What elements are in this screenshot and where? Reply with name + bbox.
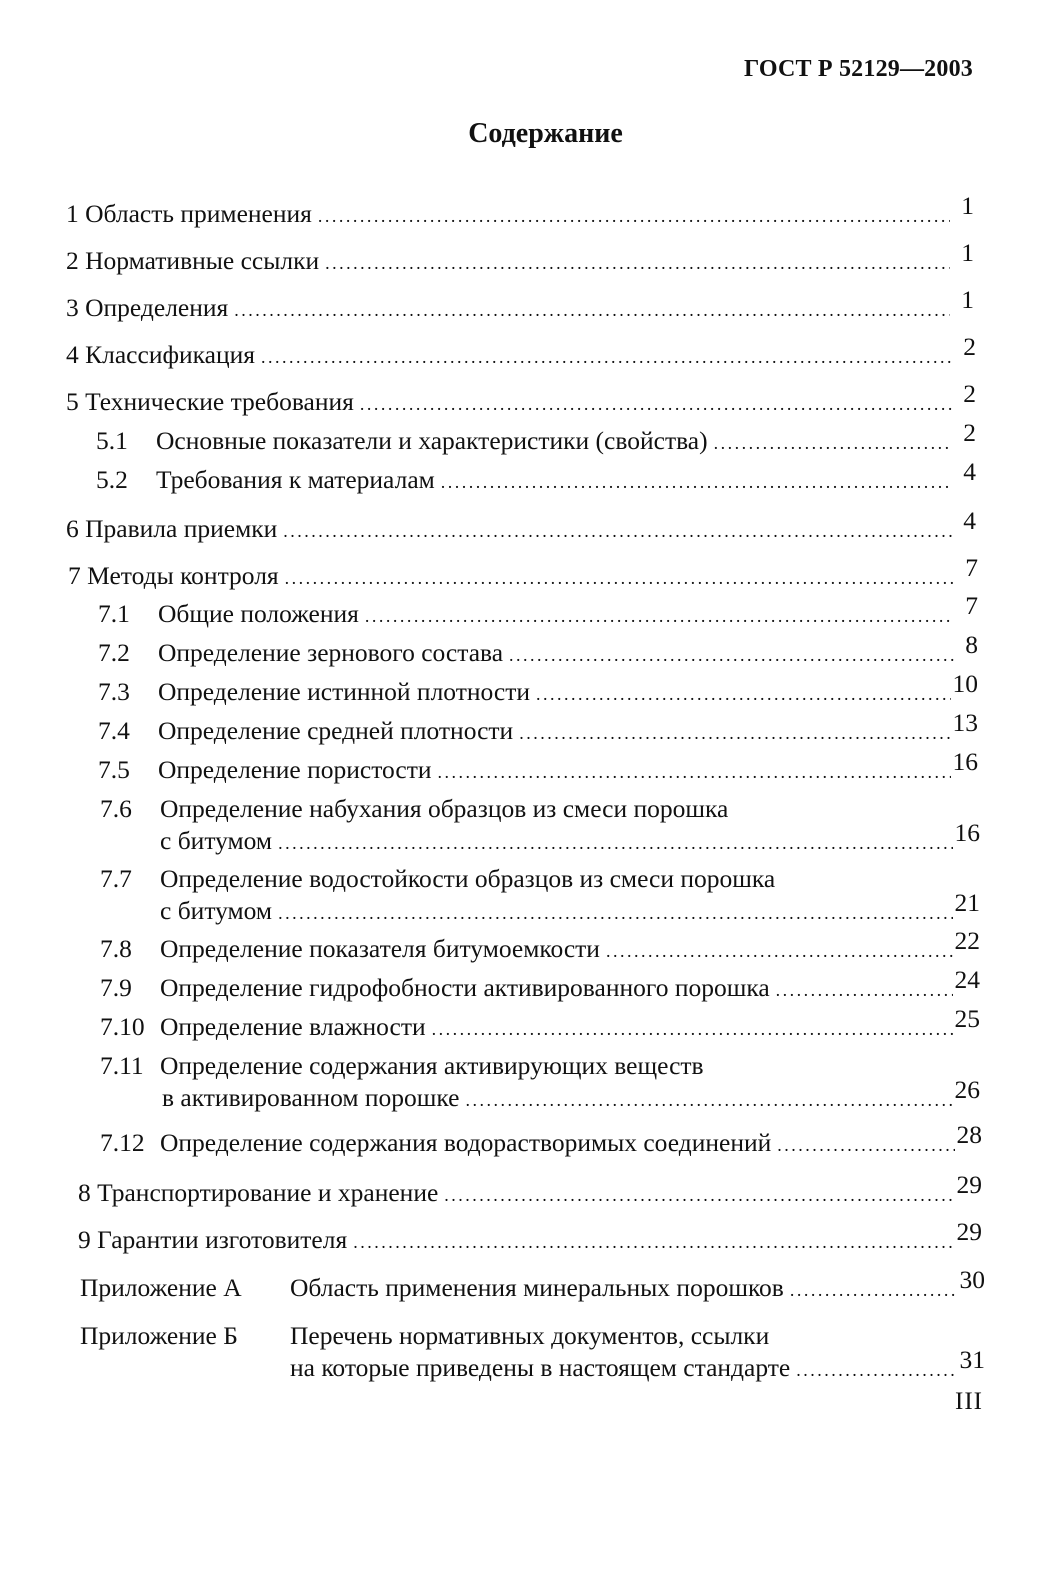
toc-page-number: 2 [963,418,976,447]
toc-entry-text: Требования к материалам [156,465,435,494]
toc-entry-7-2[interactable] [98,630,978,670]
dot-leader [536,677,950,711]
toc-entry-number: 7.1 [98,599,130,628]
toc-entry-7-1[interactable] [98,591,978,631]
toc-entry-text: Определение влажности [160,1012,426,1041]
toc-page-number: 16 [952,747,978,776]
toc-entry-text: 7 Методы контроля [68,561,279,590]
toc-page-number: 13 [952,708,978,737]
toc-page-number: 2 [963,332,976,361]
toc-entry-number: 5.2 [96,465,128,494]
toc-page-number: 29 [956,1170,982,1199]
toc-page-number: 30 [959,1265,985,1294]
dot-leader [353,1225,954,1259]
toc-page-number: 28 [956,1120,982,1149]
toc-entry-4[interactable] [66,332,976,372]
toc-entry-text: Определение гидрофобности активированного порошка [160,973,770,1002]
toc-appendix-b-cont[interactable] [290,1345,985,1385]
toc-entry-number: 7.3 [98,677,130,706]
toc-page-number: 10 [952,669,978,698]
dot-leader [432,1012,953,1046]
toc-page-number: 31 [959,1345,985,1374]
toc-entry-text: Определение средней плотности [158,716,514,745]
toc-entry-text: 3 Определения [66,293,229,322]
toc-entry-text-line2: в активированном порошке [162,1083,460,1112]
toc-entry-number: 7.12 [100,1128,145,1157]
toc-page-number: 4 [963,457,976,486]
toc-entry-text-line1: Определение содержания активирующих веществ [160,1051,704,1080]
dot-leader [360,387,952,421]
toc-entry-text-line2: на которые приведены в настоящем стандарте [290,1353,791,1382]
toc-page-number: 7 [965,591,978,620]
toc-entry-7-4[interactable] [98,708,978,748]
toc-page-number: 26 [954,1075,980,1104]
toc-entry-7-3[interactable] [98,669,978,709]
dot-leader [234,293,950,327]
toc-entry-text: Определение пористости [158,755,432,784]
dot-leader [318,199,950,233]
toc-entry-text: Область применения минеральных порошков [290,1273,784,1302]
toc-entry-text: 1 Область применения [66,199,312,228]
toc-entry-5-1[interactable] [96,418,976,458]
toc-appendix-b[interactable] [80,1319,985,1353]
page-title: Содержание [468,118,623,149]
toc-entry-text: 2 Нормативные ссылки [66,246,320,275]
appendix-label: Приложение Б [80,1321,238,1350]
toc-page-number: 4 [963,506,976,535]
toc-entry-text: 8 Транспортирование и хранение [78,1178,439,1207]
dot-leader [796,1353,957,1387]
toc-page-number: 24 [954,965,980,994]
dot-leader [325,246,950,280]
toc-entry-9[interactable] [78,1217,982,1257]
dot-leader [283,514,952,548]
toc-entry-7-8[interactable] [100,926,980,966]
toc-page-number: 16 [954,818,980,847]
toc-entry-8[interactable] [78,1170,982,1210]
toc-entry-text-line1: Определение водостойкости образцов из смеси порошка [160,864,776,893]
toc-entry-5-2[interactable] [96,457,976,497]
toc-entry-2[interactable] [66,238,974,278]
toc-page-number: 2 [963,379,976,408]
toc-entry-text-line2: с битумом [160,826,273,855]
toc-entry-text-line2: с битумом [160,896,273,925]
dot-leader [714,426,952,460]
dot-leader [606,934,953,968]
toc-entry-number: 7.7 [100,864,132,893]
toc-page-number: 1 [961,285,974,314]
toc-page-number: 25 [954,1004,980,1033]
toc-entry-number: 7.9 [100,973,132,1002]
toc-entry-5[interactable] [66,379,976,419]
toc-entry-text: Общие положения [158,599,359,628]
dot-leader [790,1273,958,1307]
dot-leader [365,599,954,633]
toc-page-number: 29 [956,1217,982,1246]
toc-page-number: 1 [961,238,974,267]
toc-entry-text: Определение истинной плотности [158,677,531,706]
toc-entry-7-5[interactable] [98,747,978,787]
toc-entry-7-12[interactable] [100,1120,982,1160]
dot-leader [261,340,952,374]
toc-page-number: 7 [965,553,978,582]
toc-entry-7-7-cont[interactable] [160,888,980,928]
document-code: ГОСТ Р 52129—2003 [743,56,973,82]
toc-entry-number: 7.5 [98,755,130,784]
toc-entry-7-11[interactable] [100,1049,980,1083]
toc-entry-number: 7.4 [98,716,130,745]
toc-entry-7[interactable] [68,553,978,593]
toc-entry-7-7[interactable] [100,862,980,896]
toc-entry-number: 7.11 [100,1051,144,1080]
page-number: III [955,1388,983,1415]
toc-entry-7-11-cont[interactable] [162,1075,980,1115]
dot-leader [278,826,952,860]
toc-entry-number: 5.1 [96,426,128,455]
toc-entry-number: 7.6 [100,794,132,823]
dot-leader [444,1178,954,1212]
toc-entry-text-line1: Определение набухания образцов из смеси порошка [160,794,729,823]
toc-appendix-a[interactable] [80,1265,985,1305]
toc-entry-3[interactable] [66,285,974,325]
dot-leader [285,561,954,595]
toc-entry-text: 6 Правила приемки [66,514,278,543]
dot-leader [278,896,952,930]
dot-leader [509,638,954,672]
toc-entry-7-10[interactable] [100,1004,980,1044]
toc-entry-text: Определение содержания водорастворимых соединений [160,1128,772,1157]
dot-leader [776,973,953,1007]
dot-leader [465,1083,952,1117]
toc-entry-7-9[interactable] [100,965,980,1005]
dot-leader [441,465,952,499]
toc-entry-text-line1: Перечень нормативных документов, ссылки [290,1321,770,1350]
toc-entry-1[interactable] [66,191,974,231]
toc-page-number: 22 [954,926,980,955]
dot-leader [438,755,951,789]
toc-entry-text: 5 Технические требования [66,387,354,416]
toc-page-number: 1 [961,191,974,220]
toc-page-number: 8 [965,630,978,659]
toc-entry-text: Основные показатели и характеристики (свойства) [156,426,708,455]
toc-entry-6[interactable] [66,506,976,546]
toc-entry-text: 4 Классификация [66,340,255,369]
toc-entry-text: Определение показателя битумоемкости [160,934,600,963]
toc-entry-number: 7.2 [98,638,130,667]
toc-entry-text: Определение зернового состава [158,638,504,667]
dot-leader [519,716,950,750]
toc-entry-text: 9 Гарантии изготовителя [78,1225,348,1254]
toc-entry-number: 7.10 [100,1012,145,1041]
toc-entry-7-6[interactable] [100,792,980,826]
toc-entry-7-6-cont[interactable] [160,818,980,858]
appendix-label: Приложение А [80,1273,242,1302]
toc-entry-number: 7.8 [100,934,132,963]
toc-page-number: 21 [954,888,980,917]
dot-leader [777,1128,954,1162]
